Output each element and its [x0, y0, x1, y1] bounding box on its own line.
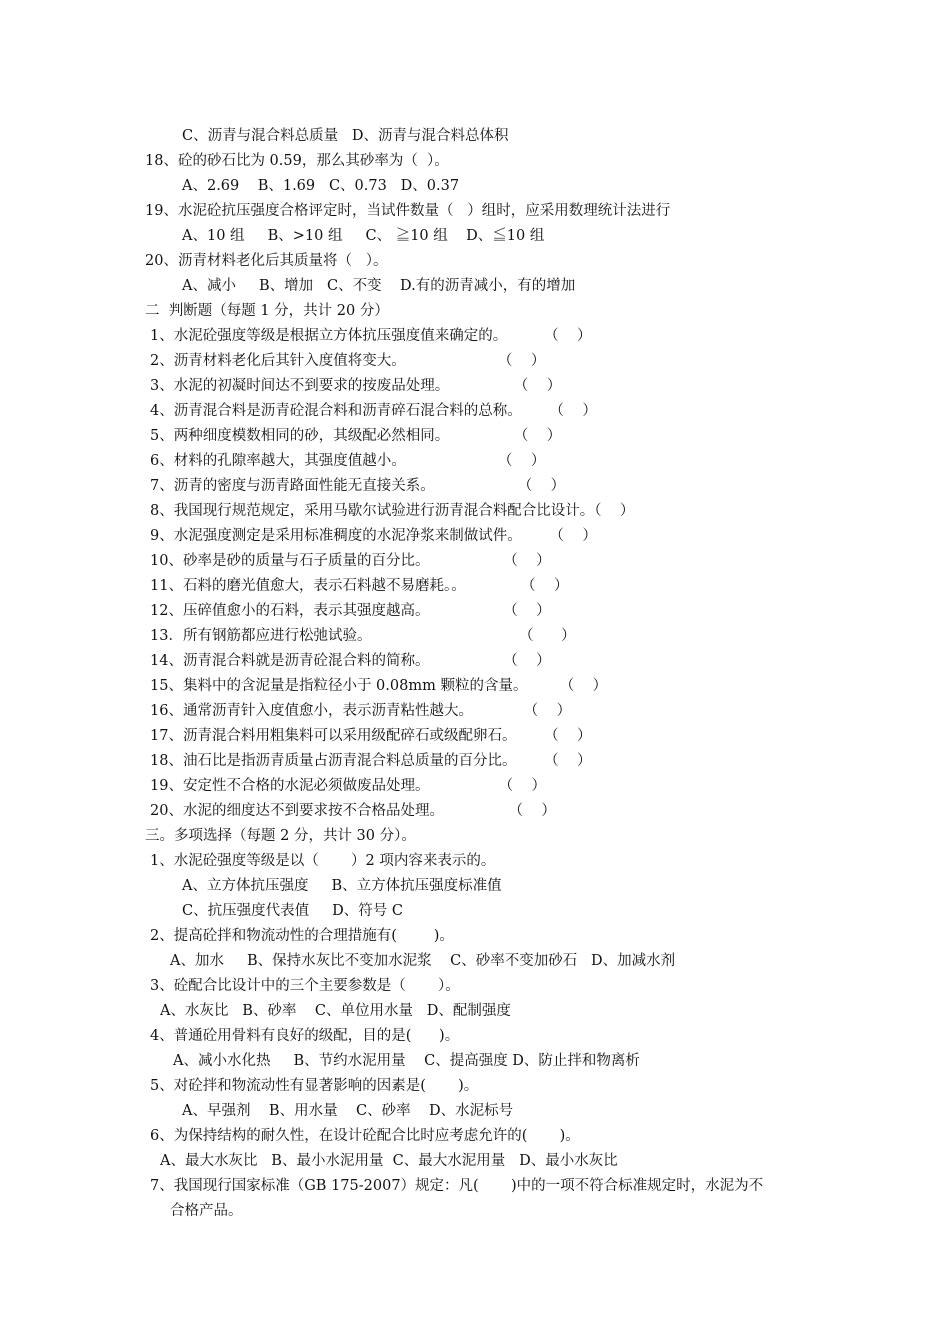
text-line: 10、砂率是砂的质量与石子质量的百分比。 （ ）	[150, 553, 551, 569]
text-line: A、立方体抗压强度 B、立方体抗压强度标准值	[182, 878, 502, 894]
text-line: 二 判断题（每题 1 分，共计 20 分）	[145, 303, 389, 319]
text-line: A、最大水灰比 B、最小水泥用量 C、最大水泥用量 D、最小水灰比	[160, 1153, 618, 1169]
text-line: 19、水泥砼抗压强度合格评定时，当试件数量（ ）组时，应采用数理统计法进行	[145, 203, 671, 219]
text-line: 2、提高砼拌和物流动性的合理措施有( )。	[150, 928, 454, 944]
text-line: 7、我国现行国家标准（GB 175-2007）规定：凡( )中的一项不符合标准规定时，水泥为不	[150, 1178, 764, 1194]
text-line: 7、沥青的密度与沥青路面性能无直接关系。 （ ）	[150, 478, 566, 494]
text-line: 1、水泥砼强度等级是以（ ）2 项内容来表示的。	[150, 853, 496, 869]
text-line: A、水灰比 B、砂率 C、单位用水量 D、配制强度	[160, 1003, 511, 1019]
text-line: 3、砼配合比设计中的三个主要参数是（ ）。	[150, 978, 460, 994]
text-line: 18、砼的砂石比为 0.59，那么其砂率为（ ）。	[145, 153, 449, 169]
text-line: 6、为保持结构的耐久性，在设计砼配合比时应考虑允许的( )。	[150, 1128, 580, 1144]
text-line: 8、我国现行规范规定，采用马歇尔试验进行沥青混合料配合比设计。（ ）	[150, 503, 635, 519]
text-line: 6、材料的孔隙率越大，其强度值越小。 （ ）	[150, 453, 546, 469]
text-line: 20、水泥的细度达不到要求按不合格品处理。 （ ）	[150, 803, 556, 819]
text-line: 5、对砼拌和物流动性有显著影响的因素是( )。	[150, 1078, 479, 1094]
text-line: A、10 组 B、>10 组 C、 ≧10 组 D、≦10 组	[182, 228, 545, 244]
text-line: C、抗压强度代表值 D、符号 C	[182, 903, 403, 919]
text-line: 5、两种细度模数相同的砂，其级配必然相同。 （ ）	[150, 428, 562, 444]
text-line: 18、油石比是指沥青质量占沥青混合料总质量的百分比。 （ ）	[150, 753, 592, 769]
text-line: 12、压碎值愈小的石料，表示其强度越高。 （ ）	[150, 603, 551, 619]
text-line: A、2.69 B、1.69 C、0.73 D、0.37	[182, 178, 460, 194]
text-line: 11、石料的磨光值愈大，表示石料越不易磨耗。。 （ ）	[150, 578, 569, 594]
text-line: 4、沥青混合料是沥青砼混合料和沥青碎石混合料的总称。 （ ）	[150, 403, 597, 419]
text-line: 20、沥青材料老化后其质量将（ ）。	[145, 253, 388, 269]
text-line: A、减小水化热 B、节约水泥用量 C、提高强度 D、防止拌和物离析	[173, 1053, 640, 1069]
text-line: 17、沥青混合料用粗集料可以采用级配碎石或级配卵石。 （ ）	[150, 728, 592, 744]
text-line: A、早强剂 B、用水量 C、砂率 D、水泥标号	[182, 1103, 514, 1119]
text-line: 合格产品。	[170, 1203, 243, 1219]
text-line: C、沥青与混合料总质量 D、沥青与混合料总体积	[182, 128, 509, 144]
text-line: 三。多项选择（每题 2 分，共计 30 分）。	[145, 828, 416, 844]
text-line: 13．所有钢筋都应进行松弛试验。 （ ）	[150, 628, 576, 644]
text-line: 9、水泥强度测定是采用标准稠度的水泥净浆来制做试件。 （ ）	[150, 528, 597, 544]
text-line: 1、水泥砼强度等级是根据立方体抗压强度值来确定的。 （ ）	[150, 328, 592, 344]
text-line: 3、水泥的初凝时间达不到要求的按废品处理。 （ ）	[150, 378, 562, 394]
text-line: 16、通常沥青针入度值愈小，表示沥青粘性越大。 （ ）	[150, 703, 572, 719]
text-line: 15、集料中的含泥量是指粒径小于 0.08mm 颗粒的含量。 （ ）	[150, 678, 608, 694]
text-line: 4、普通砼用骨料有良好的级配，目的是( )。	[150, 1028, 460, 1044]
text-line: A、减小 B、增加 C、不变 D.有的沥青减小，有的增加	[182, 278, 576, 294]
text-line: 2、沥青材料老化后其针入度值将变大。 （ ）	[150, 353, 546, 369]
text-line: 14、沥青混合料就是沥青砼混合料的简称。 （ ）	[150, 653, 551, 669]
text-line: A、加水 B、保持水灰比不变加水泥浆 C、砂率不变加砂石 D、加减水剂	[170, 953, 676, 969]
text-line: 19、安定性不合格的水泥必须做废品处理。 （ ）	[150, 778, 547, 794]
